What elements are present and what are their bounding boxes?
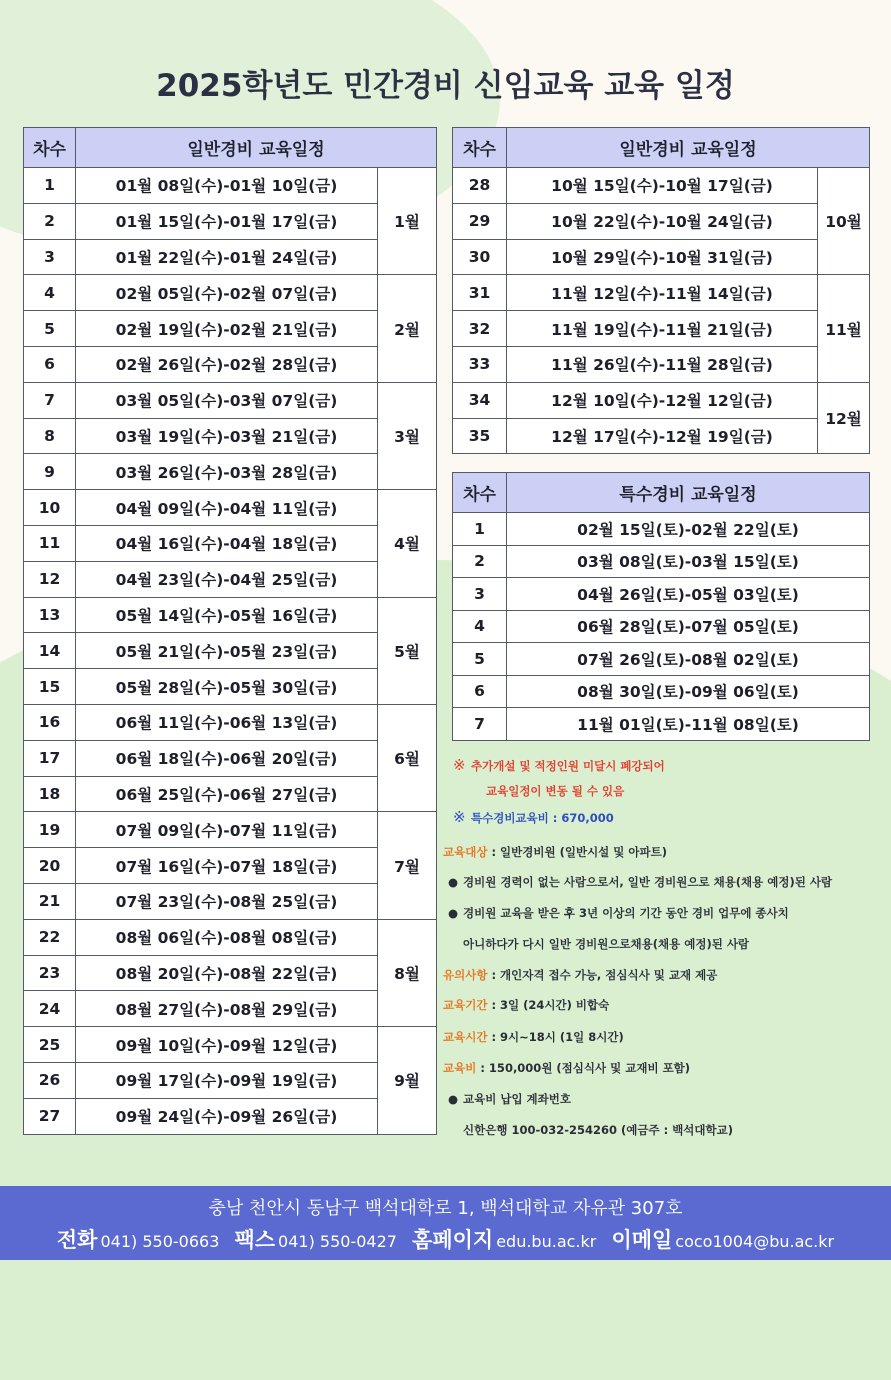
session-number: 31	[453, 275, 507, 311]
reference-mark-icon: ※	[453, 808, 466, 826]
session-dates: 01월 08일(수)-01월 10일(금)	[76, 168, 378, 204]
session-number: 9	[24, 454, 76, 490]
table-row	[24, 633, 437, 669]
session-dates: 10월 15일(수)-10월 17일(금)	[507, 168, 818, 204]
special-schedule-table	[452, 472, 870, 741]
table-row	[453, 382, 870, 418]
table-row	[453, 275, 870, 311]
session-number: 26	[24, 1062, 76, 1098]
note-cancel-line2: 교육일정이 변동 될 수 있음	[486, 784, 625, 798]
session-number: 28	[453, 168, 507, 204]
account-number: 신한은행 100-032-254260 (예금주 : 백석대학교)	[463, 1123, 733, 1137]
header-no: 차수	[453, 128, 507, 168]
session-dates: 12월 10일(수)-12월 12일(금)	[507, 382, 818, 418]
table-row	[453, 513, 870, 546]
session-number: 22	[24, 919, 76, 955]
general-schedule-table-left	[23, 127, 437, 1135]
footer-contacts	[0, 1224, 891, 1254]
table-row	[24, 919, 437, 955]
table-row	[24, 1027, 437, 1063]
table-row	[24, 991, 437, 1027]
table-row	[24, 203, 437, 239]
session-dates: 06월 11일(수)-06월 13일(금)	[76, 704, 378, 740]
session-number: 27	[24, 1098, 76, 1134]
session-number: 4	[453, 610, 507, 643]
session-number: 13	[24, 597, 76, 633]
table-row	[24, 883, 437, 919]
header-schedule: 일반경비 교육일정	[76, 128, 437, 168]
table-row	[24, 1062, 437, 1098]
table-row	[24, 848, 437, 884]
footer	[0, 1186, 891, 1260]
page-title: 2025학년도 민간경비 신임교육 교육 일정	[156, 68, 735, 104]
phone-label: 전화	[56, 1228, 98, 1252]
session-dates: 08월 06일(수)-08월 08일(금)	[76, 919, 378, 955]
session-dates: 04월 09일(수)-04월 11일(금)	[76, 490, 378, 526]
session-number: 6	[24, 346, 76, 382]
session-number: 12	[24, 561, 76, 597]
session-dates: 06월 28일(토)-07월 05일(토)	[507, 610, 870, 643]
table-row	[24, 525, 437, 561]
session-dates: 11월 12일(수)-11월 14일(금)	[507, 275, 818, 311]
month-label: 9월	[378, 1027, 437, 1134]
session-number: 5	[453, 643, 507, 676]
month-label: 5월	[378, 597, 437, 704]
fax-label: 팩스	[234, 1228, 276, 1252]
table-row	[453, 643, 870, 676]
session-dates: 05월 21일(수)-05월 23일(금)	[76, 633, 378, 669]
session-dates: 07월 09일(수)-07월 11일(금)	[76, 812, 378, 848]
table-row	[24, 669, 437, 705]
session-number: 15	[24, 669, 76, 705]
table-row	[24, 812, 437, 848]
bullet-icon: ●	[447, 875, 459, 889]
fee-info: 교육비 : 150,000원 (점심식사 및 교재비 포함)	[443, 1061, 691, 1075]
table-row	[24, 1098, 437, 1134]
email-link[interactable]: coco1004@bu.ac.kr	[675, 1232, 835, 1251]
session-dates: 09월 24일(수)-09월 26일(금)	[76, 1098, 378, 1134]
month-label: 10월	[818, 168, 870, 275]
target-bullet-2-line2: 아니하다가 다시 일반 경비원으로채용(채용 예정)된 사람	[463, 937, 750, 951]
table-row	[24, 454, 437, 490]
month-label: 3월	[378, 382, 437, 489]
session-dates: 04월 26일(토)-05월 03일(토)	[507, 578, 870, 611]
session-number: 4	[24, 275, 76, 311]
session-dates: 07월 16일(수)-07월 18일(금)	[76, 848, 378, 884]
session-number: 14	[24, 633, 76, 669]
table-row	[453, 346, 870, 382]
header-no: 차수	[24, 128, 76, 168]
session-dates: 06월 18일(수)-06월 20일(금)	[76, 740, 378, 776]
footer-address: 충남 천안시 동남구 백석대학로 1, 백석대학교 자유관 307호	[208, 1198, 683, 1219]
session-number: 11	[24, 525, 76, 561]
table-row	[453, 675, 870, 708]
session-dates: 04월 23일(수)-04월 25일(금)	[76, 561, 378, 597]
caution-info: 유의사항 : 개인자격 접수 가능, 점심식사 및 교재 제공	[443, 968, 718, 982]
session-number: 6	[453, 675, 507, 708]
session-number: 24	[24, 991, 76, 1027]
month-label: 4월	[378, 490, 437, 597]
session-number: 25	[24, 1027, 76, 1063]
session-dates: 09월 10일(수)-09월 12일(금)	[76, 1027, 378, 1063]
session-number: 7	[24, 382, 76, 418]
table-row	[453, 239, 870, 275]
table-row	[24, 955, 437, 991]
table-row	[453, 311, 870, 347]
session-dates: 02월 05일(수)-02월 07일(금)	[76, 275, 378, 311]
session-number: 2	[24, 203, 76, 239]
table-row	[453, 545, 870, 578]
session-number: 32	[453, 311, 507, 347]
table-row	[453, 708, 870, 741]
session-dates: 03월 19일(수)-03월 21일(금)	[76, 418, 378, 454]
fax-number: 041) 550-0427	[278, 1232, 397, 1251]
table-row	[24, 704, 437, 740]
bullet-icon: ●	[447, 1092, 459, 1106]
reference-mark-icon: ※	[453, 756, 466, 774]
table-row	[24, 740, 437, 776]
session-dates: 02월 26일(수)-02월 28일(금)	[76, 346, 378, 382]
general-schedule-table-right	[452, 127, 870, 454]
header-schedule: 일반경비 교육일정	[507, 128, 870, 168]
session-dates: 08월 30일(토)-09월 06일(토)	[507, 675, 870, 708]
period-info: 교육기간 : 3일 (24시간) 비합숙	[443, 998, 610, 1012]
table-row	[24, 776, 437, 812]
session-dates: 12월 17일(수)-12월 19일(금)	[507, 418, 818, 454]
session-dates: 01월 15일(수)-01월 17일(금)	[76, 203, 378, 239]
session-dates: 11월 01일(토)-11월 08일(토)	[507, 708, 870, 741]
session-number: 7	[453, 708, 507, 741]
homepage-label: 홈페이지	[412, 1228, 494, 1252]
session-number: 30	[453, 239, 507, 275]
session-dates: 05월 14일(수)-05월 16일(금)	[76, 597, 378, 633]
session-dates: 03월 26일(수)-03월 28일(금)	[76, 454, 378, 490]
session-dates: 06월 25일(수)-06월 27일(금)	[76, 776, 378, 812]
table-row	[24, 418, 437, 454]
homepage-link[interactable]: edu.bu.ac.kr	[496, 1232, 597, 1251]
table-row	[24, 382, 437, 418]
month-label: 8월	[378, 919, 437, 1026]
session-dates: 01월 22일(수)-01월 24일(금)	[76, 239, 378, 275]
month-label: 12월	[818, 382, 870, 454]
table-row	[24, 490, 437, 526]
month-label: 6월	[378, 704, 437, 811]
phone-number: 041) 550-0663	[100, 1232, 220, 1251]
note-special-fee: ※ 특수경비교육비 : 670,000	[453, 808, 614, 826]
session-number: 3	[24, 239, 76, 275]
session-number: 5	[24, 311, 76, 347]
session-dates: 08월 27일(수)-08월 29일(금)	[76, 991, 378, 1027]
month-label: 1월	[378, 168, 437, 275]
target-bullet-2: ● 경비원 교육을 받은 후 3년 이상의 기간 동안 경비 업무에 종사치	[443, 905, 789, 921]
session-number: 8	[24, 418, 76, 454]
session-number: 33	[453, 346, 507, 382]
session-number: 10	[24, 490, 76, 526]
bullet-icon: ●	[447, 906, 459, 920]
session-dates: 10월 29일(수)-10월 31일(금)	[507, 239, 818, 275]
month-label: 2월	[378, 275, 437, 382]
session-dates: 09월 17일(수)-09월 19일(금)	[76, 1062, 378, 1098]
table-row	[24, 561, 437, 597]
session-number: 29	[453, 203, 507, 239]
session-dates: 11월 26일(수)-11월 28일(금)	[507, 346, 818, 382]
session-dates: 08월 20일(수)-08월 22일(금)	[76, 955, 378, 991]
session-dates: 03월 08일(토)-03월 15일(토)	[507, 545, 870, 578]
table-row	[453, 418, 870, 454]
table-row	[453, 610, 870, 643]
table-row	[453, 578, 870, 611]
session-dates: 11월 19일(수)-11월 21일(금)	[507, 311, 818, 347]
session-dates: 04월 16일(수)-04월 18일(금)	[76, 525, 378, 561]
session-dates: 07월 23일(수)-08월 25일(금)	[76, 883, 378, 919]
session-number: 21	[24, 883, 76, 919]
table-row	[453, 203, 870, 239]
session-dates: 07월 26일(토)-08월 02일(토)	[507, 643, 870, 676]
session-number: 3	[453, 578, 507, 611]
session-number: 35	[453, 418, 507, 454]
table-header-row	[453, 473, 870, 513]
table-row	[24, 168, 437, 204]
session-dates: 05월 28일(수)-05월 30일(금)	[76, 669, 378, 705]
account-bullet: ● 교육비 납입 계좌번호	[443, 1091, 571, 1107]
session-dates: 10월 22일(수)-10월 24일(금)	[507, 203, 818, 239]
time-info: 교육시간 : 9시~18시 (1일 8시간)	[443, 1030, 624, 1044]
table-row	[24, 275, 437, 311]
table-row	[24, 239, 437, 275]
session-number: 18	[24, 776, 76, 812]
email-label: 이메일	[611, 1228, 673, 1252]
session-number: 16	[24, 704, 76, 740]
session-dates: 03월 05일(수)-03월 07일(금)	[76, 382, 378, 418]
target-info: 교육대상 : 일반경비원 (일반시설 및 아파트)	[443, 845, 667, 859]
session-number: 17	[24, 740, 76, 776]
table-header-row	[24, 128, 437, 168]
session-number: 20	[24, 848, 76, 884]
session-dates: 02월 15일(토)-02월 22일(토)	[507, 513, 870, 546]
table-row	[453, 168, 870, 204]
table-row	[24, 311, 437, 347]
target-bullet-1: ● 경비원 경력이 없는 사람으로서, 일반 경비원으로 채용(채용 예정)된 사람	[443, 874, 832, 890]
session-number: 23	[24, 955, 76, 991]
session-number: 34	[453, 382, 507, 418]
table-header-row	[453, 128, 870, 168]
month-label: 7월	[378, 812, 437, 919]
header-no: 차수	[453, 473, 507, 513]
session-number: 1	[453, 513, 507, 546]
note-cancel: ※ 추가개설 및 적정인원 미달시 폐강되어	[453, 756, 665, 774]
header-schedule: 특수경비 교육일정	[507, 473, 870, 513]
table-row	[24, 346, 437, 382]
session-dates: 02월 19일(수)-02월 21일(금)	[76, 311, 378, 347]
month-label: 11월	[818, 275, 870, 382]
session-number: 19	[24, 812, 76, 848]
session-number: 1	[24, 168, 76, 204]
session-number: 2	[453, 545, 507, 578]
table-row	[24, 597, 437, 633]
